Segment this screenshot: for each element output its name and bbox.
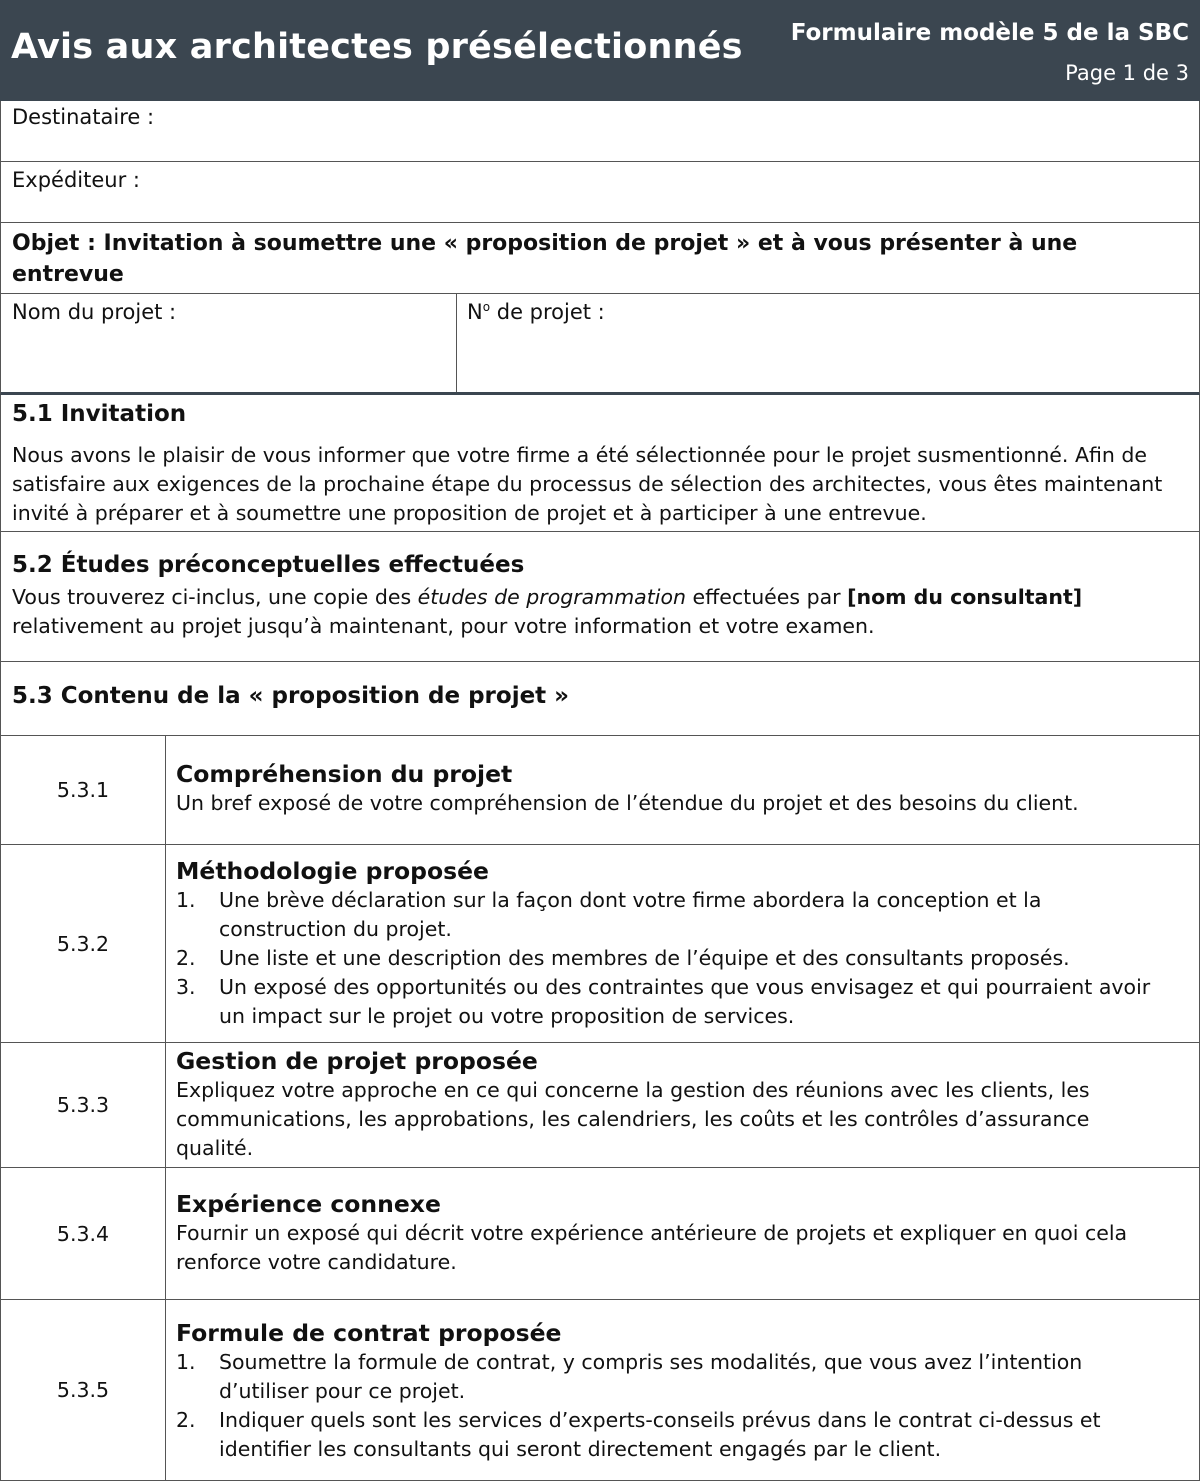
list-item [176, 973, 1159, 1031]
section-5-3-title: 5.3 Contenu de la « proposition de projet » [12, 683, 570, 709]
section-5-2-title: 5.2 Études préconceptuelles effectuées [12, 552, 525, 578]
list-item-number: 1. [176, 888, 196, 912]
list-item-number: 2. [176, 946, 196, 970]
project-row [0, 294, 1200, 395]
list-item-text: Soumettre la formule de contrat, y compris ses modalités, que vous avez l’intention d’utiliser pour ce projet. [219, 1350, 1083, 1403]
item-text: Expliquez votre approche en ce qui concerne la gestion des réunions avec les clients, les communications, les approbations, les calendriers, les coûts et les contrôles d’assurance qualité. [176, 1078, 1090, 1160]
section-5-3 [0, 662, 1200, 736]
project-name-cell[interactable] [1, 294, 457, 392]
section-5-1-title: 5.1 Invitation [12, 401, 187, 427]
list-item-text: Indiquer quels sont les services d’experts-conseils prévus dans le contrat ci-dessus et identifier les consultants qui seront directement engagés par le client. [219, 1408, 1101, 1461]
item-body [176, 857, 1159, 1031]
item-body [176, 1047, 1169, 1163]
item-number: 5.3.5 [1, 1300, 166, 1480]
item-title: Gestion de projet proposée [176, 1047, 538, 1075]
list-item [176, 886, 1159, 944]
item-list [176, 1348, 1169, 1464]
recipient-label: Destinataire : [12, 105, 155, 129]
section-5-2-text-part-1: Vous trouverez ci-inclus, une copie des [12, 585, 418, 609]
section-5-1 [0, 395, 1200, 532]
item-body [176, 1190, 1169, 1277]
project-name-label: Nom du projet : [12, 300, 177, 324]
item-text: Fournir un exposé qui décrit votre expérience antérieure de projets et expliquer en quoi cela renforce votre candidature. [176, 1221, 1128, 1274]
recipient-row[interactable] [0, 101, 1200, 162]
item-text: Un bref exposé de votre compréhension de l’étendue du projet et des besoins du client. [176, 791, 1079, 815]
subject-text: Objet : Invitation à soumettre une « proposition de projet » et à vous présenter à une entrevue [12, 231, 1078, 287]
item-number: 5.3.1 [1, 736, 166, 844]
section-5-2-text-italic: études de programmation [417, 585, 687, 609]
section-5-2-text-part-3: relativement au projet jusqu’à maintenant, pour votre information et votre examen. [12, 614, 875, 638]
list-item-text: Une liste et une description des membres de l’équipe et des consultants proposés. [219, 946, 1070, 970]
item-body [176, 760, 1189, 818]
item-title: Méthodologie proposée [176, 857, 489, 885]
section-5-2 [0, 532, 1200, 662]
section-5-2-text [12, 583, 1159, 641]
list-item [176, 1406, 1169, 1464]
project-number-cell[interactable] [456, 294, 1199, 392]
list-item [176, 1348, 1169, 1406]
form-name: Formulaire modèle 5 de la SBC [790, 20, 1189, 46]
item-row [0, 845, 1200, 1043]
subject-row [0, 223, 1200, 294]
sender-row[interactable] [0, 162, 1200, 223]
item-list [176, 886, 1159, 1031]
item-title: Formule de contrat proposée [176, 1319, 562, 1347]
item-number: 5.3.3 [1, 1043, 166, 1167]
list-item-text: Une brève déclaration sur la façon dont votre firme abordera la conception et la construction du projet. [219, 888, 1042, 941]
item-row [0, 1300, 1200, 1481]
item-number: 5.3.2 [1, 845, 166, 1042]
sender-label: Expéditeur : [12, 168, 140, 192]
list-item-number: 2. [176, 1408, 196, 1432]
project-number-label: $N^o$ de projet : [467, 300, 605, 324]
section-5-2-text-bold: [nom du consultant] [847, 585, 1083, 609]
item-number: 5.3.4 [1, 1168, 166, 1299]
number-sign-superscript: o [482, 300, 491, 314]
section-5-1-text: Nous avons le plaisir de vous informer que votre firme a été sélectionnée pour le projet susmentionné. Afin de satisfaire aux exigences de la prochaine étape du processus de sélection des architectes, vous êtes maintenant invité à préparer et à soumettre une proposition de projet et à participer à une entrevue. [12, 443, 1163, 525]
section-5-2-text-part-2: effectuées par [686, 585, 848, 609]
item-title: Expérience connexe [176, 1190, 441, 1218]
item-row [0, 736, 1200, 845]
item-title: Compréhension du projet [176, 760, 513, 788]
list-item-number: 1. [176, 1350, 196, 1374]
item-body [176, 1319, 1169, 1464]
page-number: Page 1 de 3 [1065, 61, 1189, 85]
item-row [0, 1168, 1200, 1300]
list-item [176, 944, 1159, 973]
form-header [0, 0, 1200, 101]
list-item-number: 3. [176, 975, 196, 999]
list-item-text: Un exposé des opportunités ou des contraintes que vous envisagez et qui pourraient avoir un impact sur le projet ou votre proposition de services. [219, 975, 1151, 1028]
form-title: Avis aux architectes présélectionnés [11, 27, 743, 67]
item-row [0, 1043, 1200, 1168]
